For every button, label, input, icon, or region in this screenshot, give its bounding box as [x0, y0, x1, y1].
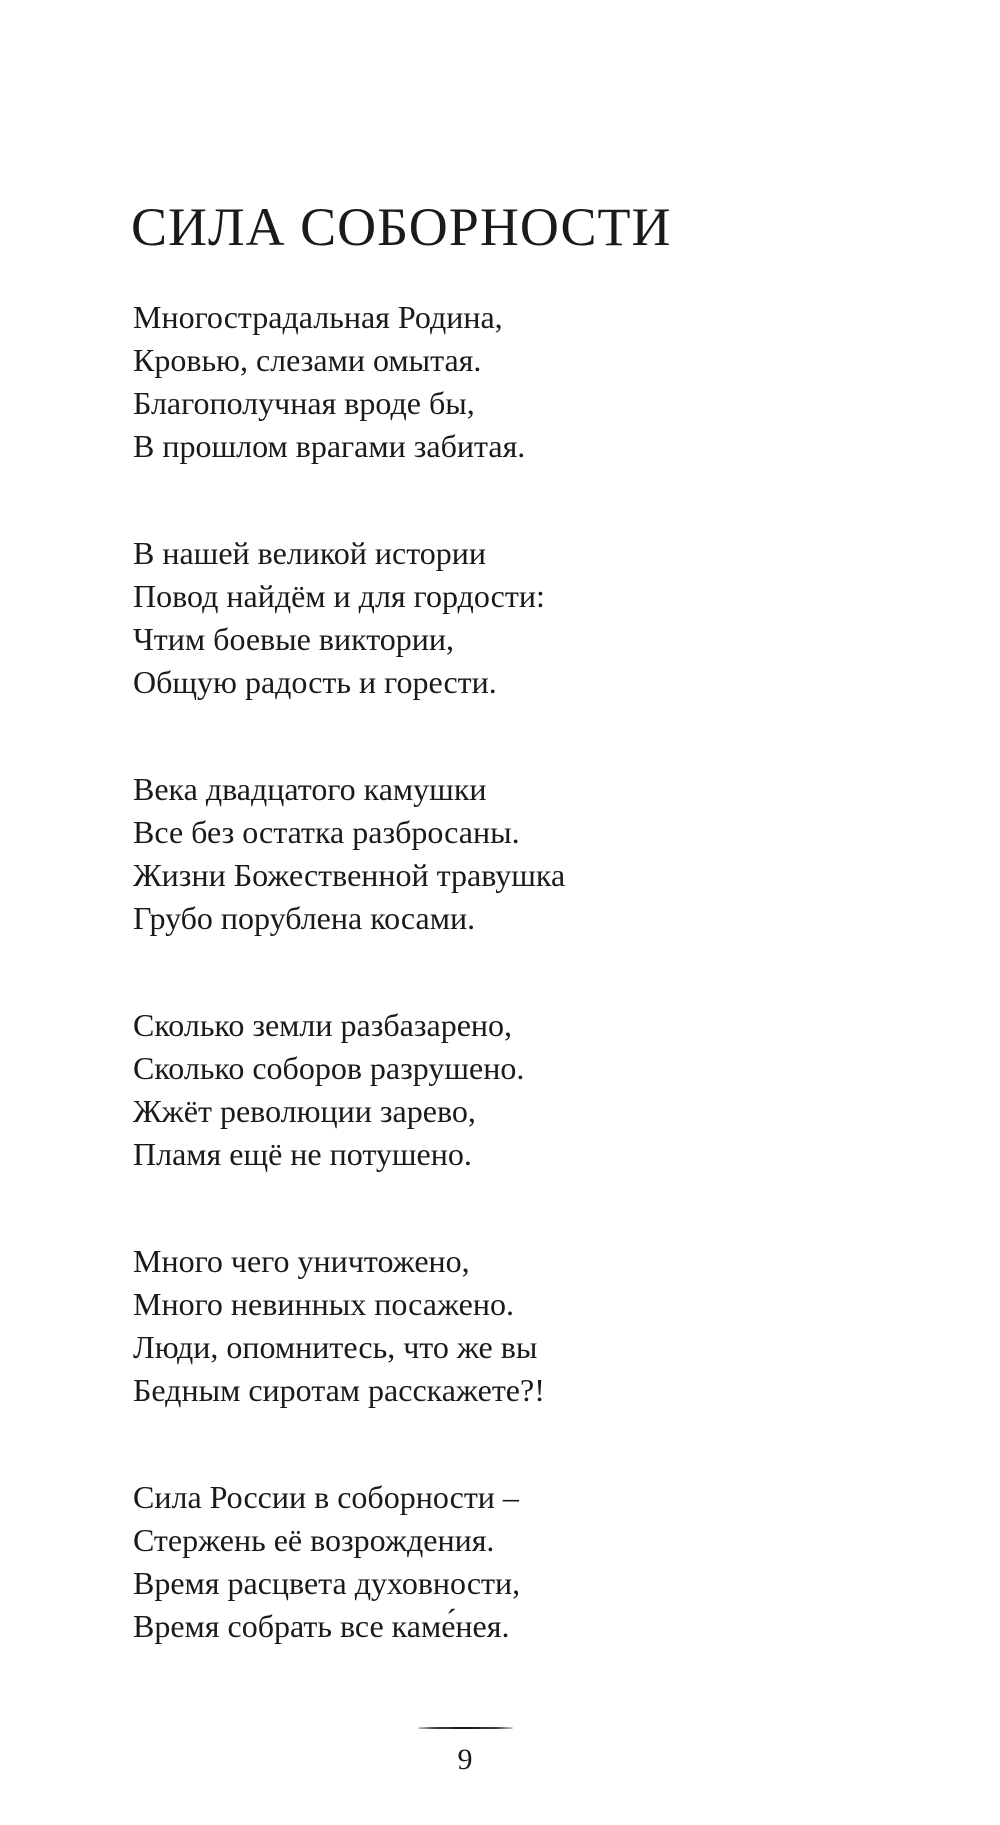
stanza-1 — [133, 296, 933, 468]
page-number: 9 — [457, 1743, 473, 1776]
poem-line: Сила России в соборности – — [133, 1479, 519, 1515]
poem-line: Общую радость и горести. — [133, 664, 497, 700]
poem-line: Много невинных посажено. — [133, 1286, 514, 1322]
poem-line: Многострадальная Родина, — [133, 299, 503, 335]
stanza-5 — [133, 1240, 933, 1412]
poem-line: Время собрать все каме́нея. — [133, 1608, 510, 1644]
poem-line: Повод найдём и для гордости: — [133, 578, 545, 614]
poem-body — [133, 296, 933, 1712]
poem-line: Люди, опомнитесь, что же вы — [133, 1329, 538, 1365]
poem-line: В нашей великой истории — [133, 535, 487, 571]
poem-line: В прошлом врагами забитая. — [133, 428, 526, 464]
poem-line: Века двадцатого камушки — [133, 771, 487, 807]
poem-line: Жжёт революции зарево, — [133, 1093, 476, 1129]
stanza-4 — [133, 1004, 933, 1176]
poem-title: СИЛА СОБОРНОСТИ — [131, 197, 672, 257]
poem-line: Сколько земли разбазарено, — [133, 1007, 513, 1043]
poem-line: Благополучная вроде бы, — [133, 385, 475, 421]
poem-line: Много чего уничтожено, — [133, 1243, 470, 1279]
poem-line: Кровью, слезами омытая. — [133, 342, 482, 378]
poem-line: Чтим боевые виктории, — [133, 621, 455, 657]
poem-line: Время расцвета духовности, — [133, 1565, 521, 1601]
poem-line: Грубо порублена косами. — [133, 900, 476, 936]
poem-line: Пламя ещё не потушено. — [133, 1136, 472, 1172]
poem-line: Сколько соборов разрушено. — [133, 1050, 525, 1086]
poem-line: Все без остатка разбросаны. — [133, 814, 520, 850]
stanza-3 — [133, 768, 933, 940]
poem-line: Стержень её возрождения. — [133, 1522, 495, 1558]
stanza-2 — [133, 532, 933, 704]
footer-divider — [418, 1727, 513, 1729]
poem-line: Жизни Божественной травушка — [133, 857, 566, 893]
poem-line: Бедным сиротам расскажете?! — [133, 1372, 545, 1408]
stanza-6 — [133, 1476, 933, 1648]
